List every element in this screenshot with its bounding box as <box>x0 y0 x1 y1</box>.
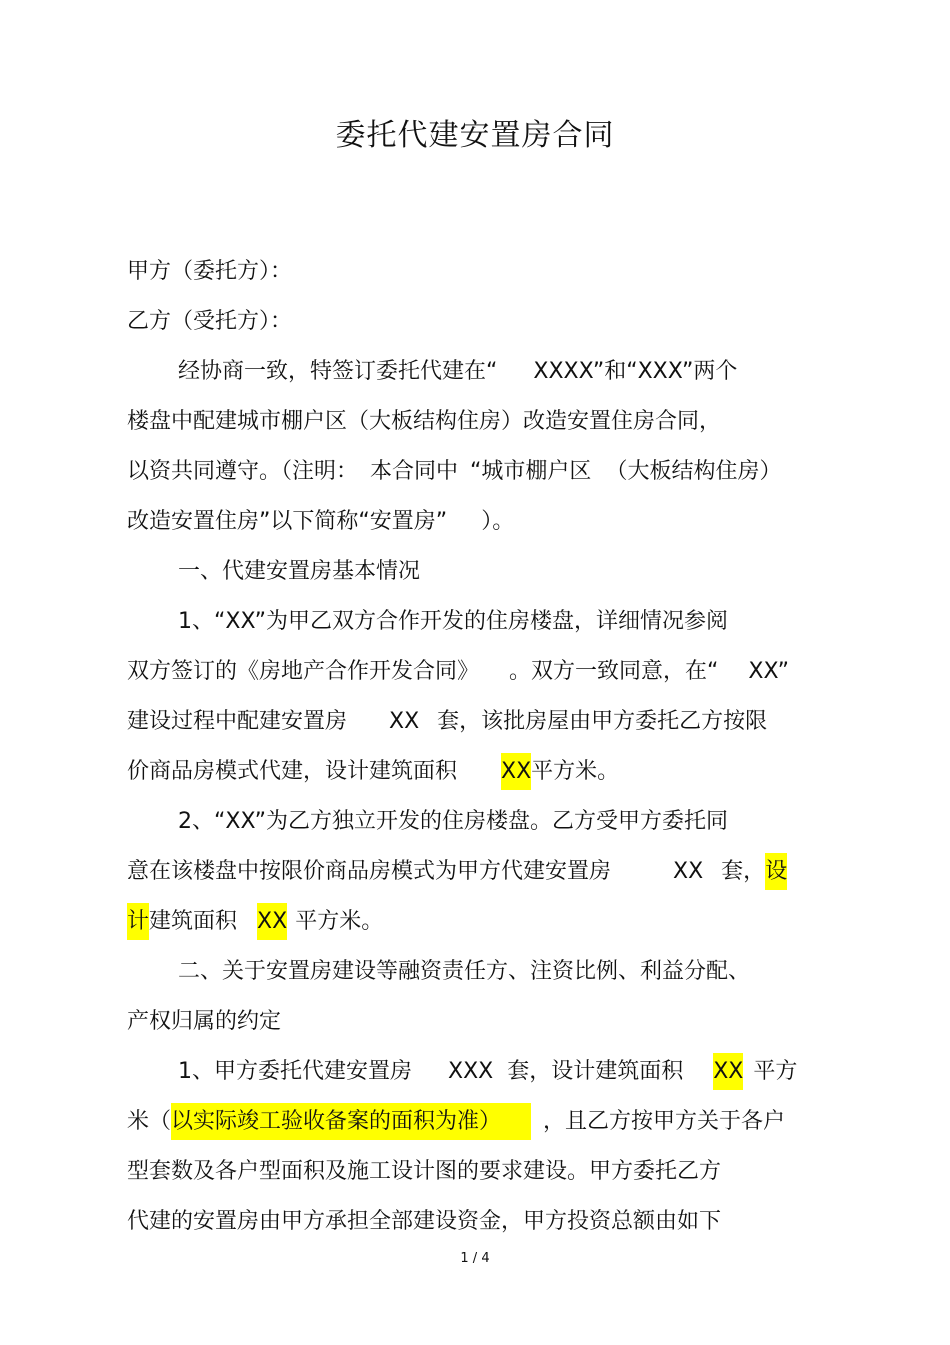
text-span: 双方签订的《房地产合作开发合同》 <box>127 659 480 684</box>
placeholder-xx: XX <box>389 709 420 734</box>
text-span: 意在该楼盘中按限价商品房模式为甲方代建安置房 <box>127 859 612 884</box>
s2-item1-line-3: 型套数及各户型面积及施工设计图的要求建设。甲方委托乙方 <box>127 1159 722 1184</box>
text-span: 套，设计建筑面积 <box>507 1059 684 1084</box>
text-span: “城市棚户区 <box>470 459 592 484</box>
text-span: （大板结构住房） <box>605 459 782 484</box>
placeholder-xx: XX <box>673 859 704 884</box>
text-span: 价商品房模式代建，设计建筑面积 <box>127 759 458 784</box>
text-span: ”两个 <box>681 359 738 384</box>
text-span: 建筑面积 <box>149 909 238 934</box>
section-1-heading: 一、代建安置房基本情况 <box>178 559 421 584</box>
s1-item2-line-1: 2、“XX”为乙方独立开发的住房楼盘。乙方受甲方委托同 <box>178 809 729 834</box>
s1-item1-line-1: 1、“XX”为甲乙双方合作开发的住房楼盘，详细情况参阅 <box>178 609 729 634</box>
text-span: XX” <box>748 659 790 684</box>
text-span: 套，该批房屋由甲方委托乙方按限 <box>437 709 768 734</box>
s1-item1-line-4 <box>127 757 619 787</box>
section-2-heading-line-1: 二、关于安置房建设等融资责任方、注资比例、利益分配、 <box>178 959 751 984</box>
text-span: 平方米。 <box>295 909 384 934</box>
text-span: 1、甲方委托代建安置房 <box>178 1059 412 1084</box>
placeholder-xxx: XXX <box>448 1059 494 1084</box>
party-b-line: 乙方（受托方）： <box>127 309 293 334</box>
text-span: 建设过程中配建安置房 <box>127 709 348 734</box>
intro-line-1 <box>178 357 737 387</box>
s2-item1-line-4: 代建的安置房由甲方承担全部建设资金，甲方投资总额由如下 <box>127 1209 722 1234</box>
highlighted-placeholder: XX <box>501 753 531 790</box>
s2-item1-line-1 <box>178 1057 797 1087</box>
text-span: ，且乙方按甲方关于各户 <box>543 1109 786 1134</box>
placeholder-xxx: XXX <box>637 359 682 384</box>
highlighted-text: 设 <box>765 853 787 890</box>
highlighted-text: 计 <box>127 903 149 940</box>
placeholder-xxxx: XXXX <box>533 359 593 384</box>
text-span: 改造安置住房”以下简称“安置房” <box>127 509 448 534</box>
text-span: 本合同中 <box>370 459 459 484</box>
s1-item2-line-3 <box>127 907 383 937</box>
highlighted-text: 以实际竣工验收备案的面积为准） <box>171 1103 531 1140</box>
intro-line-4 <box>127 507 514 537</box>
text-span: 套， <box>721 859 766 884</box>
text-span: 以资共同遵守。（注明： <box>127 459 359 484</box>
text-span: 经协商一致，特签订委托代建在“ <box>178 359 498 384</box>
text-span: 平方米。 <box>531 759 620 784</box>
text-span: 米（ <box>127 1109 172 1134</box>
party-a-line: 甲方（委托方）： <box>127 259 293 284</box>
text-span: ”和“ <box>592 359 638 384</box>
s1-item2-line-2 <box>127 857 787 887</box>
section-2-heading-line-2: 产权归属的约定 <box>127 1009 282 1034</box>
page-number: 1 / 4 <box>460 1251 490 1266</box>
highlighted-placeholder: XX <box>257 903 287 940</box>
text-span: ）。 <box>481 509 515 534</box>
text-span: 。双方一致同意，在“ <box>509 659 719 684</box>
highlighted-placeholder: XX <box>713 1053 743 1090</box>
s1-item1-line-3 <box>127 707 767 737</box>
s2-item1-line-2 <box>127 1107 785 1137</box>
s1-item1-line-2 <box>127 657 789 687</box>
intro-line-2: 楼盘中配建城市棚户区（大板结构住房）改造安置住房合同， <box>127 409 722 434</box>
intro-line-3 <box>127 457 781 487</box>
document-title: 委托代建安置房合同 <box>335 118 615 153</box>
text-span: 平方 <box>753 1059 798 1084</box>
